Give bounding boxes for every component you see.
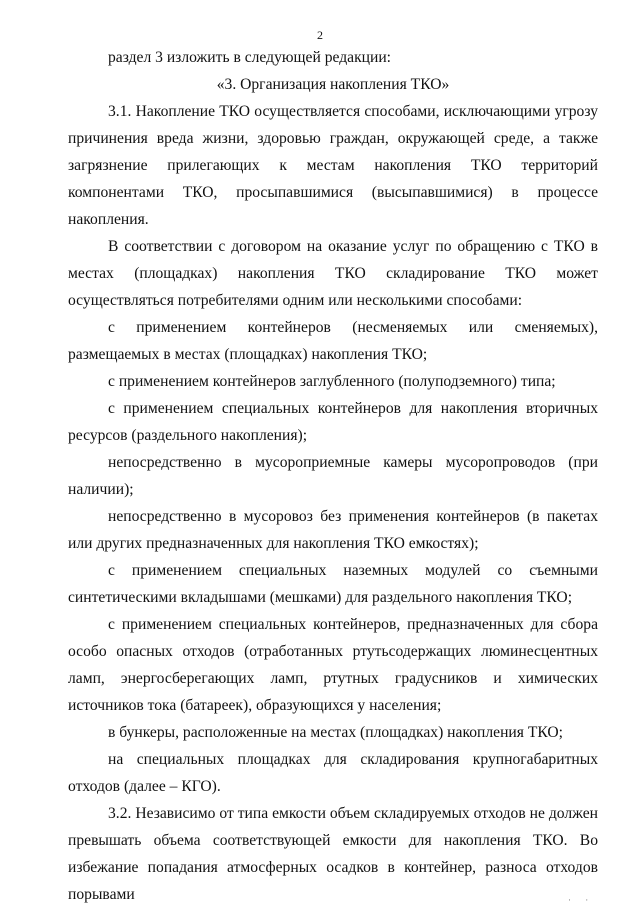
list-item-underground: с применением контейнеров заглубленного (полуподземного) типа; — [108, 373, 556, 390]
list-item-chutes: непосредственно в мусороприемные камеры мусоропроводов (при наличии); — [68, 454, 598, 498]
paragraph-3-2: 3.2. Независимо от типа емкости объем складируемых отходов не должен превышать объема соответствующей емкости для накопления ТКО. Во избежание попадания атмосферных осадков в контейнер, разноса отходов порывами — [68, 805, 598, 903]
scan-mark: · · — [568, 895, 595, 905]
list-item-containers: с применением контейнеров (несменяемых или сменяемых), размещаемых в местах (площадках) накопления ТКО; — [68, 319, 598, 363]
paragraph-3-1: 3.1. Накопление ТКО осуществляется способами, исключающими угрозу причинения вреда жизни, здоровью граждан, окружающей среде, а также загрязнение прилегающих к местам накопления ТКО территорий компонентами ТКО, просыпавшимися (высыпавшимися) в процессе накопления. — [68, 103, 598, 228]
list-item-hazardous: с применением специальных контейнеров, предназначенных для сбора особо опасных отходов (отработанных ртутьсодержащих люминесцентных ламп, энергосберегающих ламп, ртутных градусников и химических источников тока (батареек), образующихся у населения; — [68, 616, 598, 714]
list-item-recyclables: с применением специальных контейнеров для накопления вторичных ресурсов (раздельного накопления); — [68, 400, 598, 444]
document-body — [68, 44, 598, 908]
list-item-modules: с применением специальных наземных модулей со съемными синтетическими вкладышами (мешками) для раздельного накопления ТКО; — [68, 562, 598, 606]
list-item-bulky-waste: на специальных площадках для складирования крупногабаритных отходов (далее – КГО). — [68, 751, 598, 795]
list-item-truck: непосредственно в мусоровоз без применения контейнеров (в пакетах или других предназначенных для накопления ТКО емкостях); — [68, 508, 598, 552]
page-number: 2 — [317, 28, 323, 42]
paragraph-methods-intro: В соответствии с договором на оказание услуг по обращению с ТКО в местах (площадках) накопления ТКО складирование ТКО может осуществляться потребителями одним или несколькими способами: — [68, 238, 598, 309]
list-item-bunkers: в бункеры, расположенные на местах (площадках) накопления ТКО; — [108, 724, 563, 741]
section-heading: «3. Организация накопления ТКО» — [216, 76, 450, 93]
paragraph-intro: раздел 3 изложить в следующей редакции: — [108, 49, 392, 66]
